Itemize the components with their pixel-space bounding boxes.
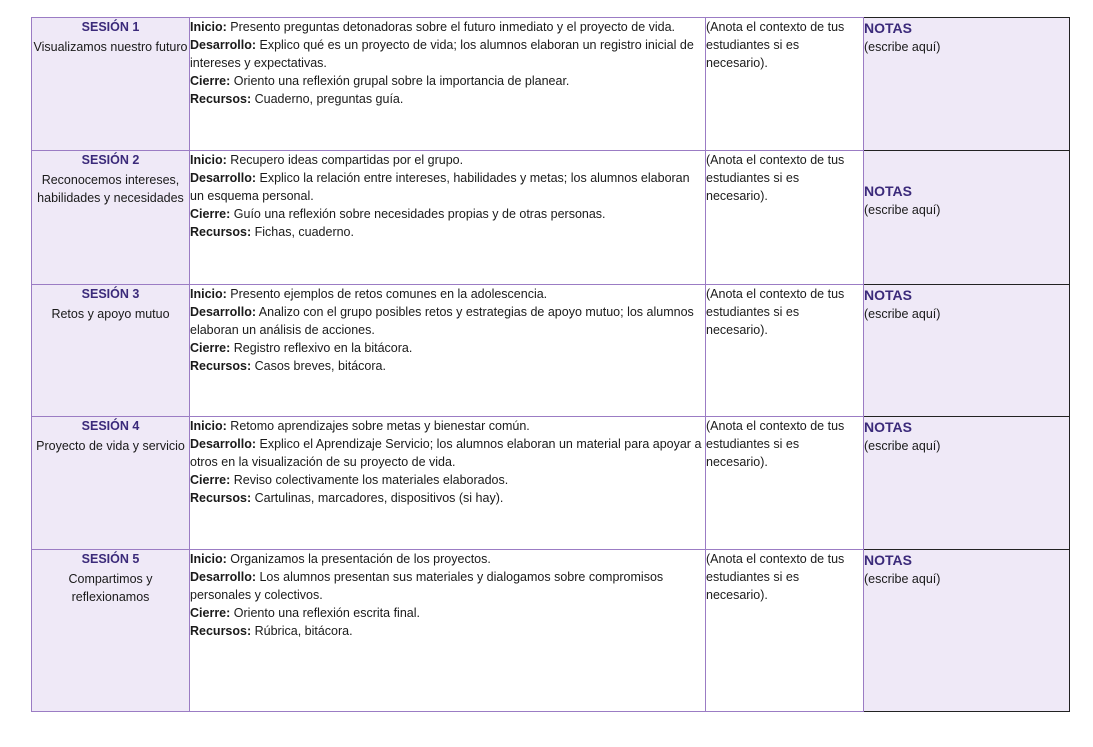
cierre-text: Guío una reflexión sobre necesidades propias y de otras personas. (233, 207, 606, 221)
recursos-label: Recursos: (190, 225, 252, 239)
cierre-label: Cierre: (190, 74, 231, 88)
cierre-label: Cierre: (190, 473, 231, 487)
session-name: Retos y apoyo mutuo (51, 307, 170, 321)
session-name: Proyecto de vida y servicio (36, 439, 185, 453)
cierre-line (190, 72, 705, 90)
table-row (32, 550, 1070, 712)
cierre-text: Reviso colectivamente los materiales elaborados. (233, 473, 509, 487)
notes-cell[interactable] (864, 550, 1070, 712)
inicio-text: Organizamos la presentación de los proyectos. (230, 552, 491, 566)
desarrollo-line (190, 36, 705, 72)
context-cell[interactable]: (Anota el contexto de tus estudiantes si es necesario). (706, 285, 864, 417)
recursos-line (190, 622, 705, 640)
desarrollo-label: Desarrollo: (190, 570, 256, 584)
session-name: Reconocemos intereses, habilidades y necesidades (37, 173, 184, 205)
activity-cell (190, 417, 706, 550)
recursos-label: Recursos: (190, 624, 252, 638)
cierre-line (190, 604, 705, 622)
inicio-line (190, 18, 705, 36)
inicio-label: Inicio: (190, 552, 227, 566)
desarrollo-text: Explico el Aprendizaje Servicio; los alumnos elaboran un material para apoyar a otros en la visualización de su proyecto de vida. (190, 437, 702, 469)
cierre-text: Registro reflexivo en la bitácora. (233, 341, 413, 355)
session-cell (32, 285, 190, 417)
context-cell[interactable]: (Anota el contexto de tus estudiantes si es necesario). (706, 18, 864, 151)
inicio-line (190, 151, 705, 169)
notes-placeholder: (escribe aquí) (864, 572, 941, 586)
notes-title: NOTAS (864, 20, 912, 36)
cierre-line (190, 471, 705, 489)
cierre-line (190, 205, 705, 223)
context-cell[interactable]: (Anota el contexto de tus estudiantes si es necesario). (706, 417, 864, 550)
recursos-text: Rúbrica, bitácora. (254, 624, 353, 638)
inicio-label: Inicio: (190, 419, 227, 433)
session-title: SESIÓN 1 (81, 20, 140, 34)
recursos-text: Casos breves, bitácora. (254, 359, 386, 373)
session-table (31, 17, 1070, 712)
notes-cell[interactable] (864, 151, 1070, 285)
cierre-text: Oriento una reflexión grupal sobre la importancia de planear. (233, 74, 570, 88)
session-name: Visualizamos nuestro futuro (33, 40, 188, 54)
desarrollo-text: Explico la relación entre intereses, habilidades y metas; los alumnos elaboran un esquema personal. (190, 171, 690, 203)
notes-title: NOTAS (864, 419, 912, 435)
notes-placeholder: (escribe aquí) (864, 307, 941, 321)
session-title: SESIÓN 4 (81, 419, 140, 433)
cierre-label: Cierre: (190, 341, 231, 355)
desarrollo-label: Desarrollo: (190, 171, 256, 185)
desarrollo-line (190, 568, 705, 604)
notes-title: NOTAS (864, 552, 912, 568)
desarrollo-text: Los alumnos presentan sus materiales y dialogamos sobre compromisos personales y colectivos. (190, 570, 664, 602)
desarrollo-line (190, 303, 705, 339)
table-row (32, 151, 1070, 285)
recursos-text: Cuaderno, preguntas guía. (254, 92, 404, 106)
desarrollo-text: Analizo con el grupo posibles retos y estrategias de apoyo mutuo; los alumnos elaboran un análisis de acciones. (190, 305, 694, 337)
inicio-text: Retomo aprendizajes sobre metas y bienestar común. (230, 419, 530, 433)
notes-placeholder: (escribe aquí) (864, 439, 941, 453)
desarrollo-line (190, 169, 705, 205)
table-row (32, 285, 1070, 417)
inicio-label: Inicio: (190, 153, 227, 167)
desarrollo-text: Explico qué es un proyecto de vida; los alumnos elaboran un registro inicial de intereses y expectativas. (190, 38, 694, 70)
desarrollo-line (190, 435, 705, 471)
notes-cell[interactable] (864, 18, 1070, 151)
cierre-label: Cierre: (190, 207, 231, 221)
notes-placeholder: (escribe aquí) (864, 202, 941, 217)
notes-cell[interactable] (864, 417, 1070, 550)
inicio-line (190, 417, 705, 435)
notes-title: NOTAS (864, 287, 912, 303)
recursos-line (190, 223, 705, 241)
activity-cell (190, 285, 706, 417)
activity-cell (190, 550, 706, 712)
context-cell[interactable]: (Anota el contexto de tus estudiantes si es necesario). (706, 151, 864, 285)
activity-cell (190, 151, 706, 285)
recursos-text: Cartulinas, marcadores, dispositivos (si hay). (254, 491, 504, 505)
cierre-line (190, 339, 705, 357)
desarrollo-label: Desarrollo: (190, 38, 256, 52)
session-cell (32, 417, 190, 550)
lesson-plan (31, 17, 1070, 712)
session-cell (32, 151, 190, 285)
desarrollo-label: Desarrollo: (190, 305, 256, 319)
inicio-line (190, 285, 705, 303)
table-row (32, 18, 1070, 151)
inicio-label: Inicio: (190, 20, 227, 34)
session-title: SESIÓN 3 (81, 287, 140, 301)
recursos-line (190, 489, 705, 507)
session-name: Compartimos y reflexionamos (68, 572, 153, 604)
recursos-label: Recursos: (190, 359, 252, 373)
recursos-text: Fichas, cuaderno. (254, 225, 354, 239)
inicio-label: Inicio: (190, 287, 227, 301)
notes-placeholder: (escribe aquí) (864, 40, 941, 54)
inicio-text: Recupero ideas compartidas por el grupo. (230, 153, 464, 167)
recursos-label: Recursos: (190, 491, 252, 505)
table-row (32, 417, 1070, 550)
context-cell[interactable]: (Anota el contexto de tus estudiantes si es necesario). (706, 550, 864, 712)
desarrollo-label: Desarrollo: (190, 437, 256, 451)
notes-cell[interactable] (864, 285, 1070, 417)
recursos-label: Recursos: (190, 92, 252, 106)
session-cell (32, 18, 190, 151)
inicio-line (190, 550, 705, 568)
recursos-line (190, 357, 705, 375)
session-title: SESIÓN 2 (81, 153, 140, 167)
cierre-text: Oriento una reflexión escrita final. (233, 606, 420, 620)
notes-title: NOTAS (864, 182, 912, 199)
inicio-text: Presento ejemplos de retos comunes en la adolescencia. (230, 287, 548, 301)
cierre-label: Cierre: (190, 606, 231, 620)
session-title: SESIÓN 5 (81, 552, 140, 566)
session-cell (32, 550, 190, 712)
inicio-text: Presento preguntas detonadoras sobre el futuro inmediato y el proyecto de vida. (230, 20, 676, 34)
recursos-line (190, 90, 705, 108)
activity-cell (190, 18, 706, 151)
